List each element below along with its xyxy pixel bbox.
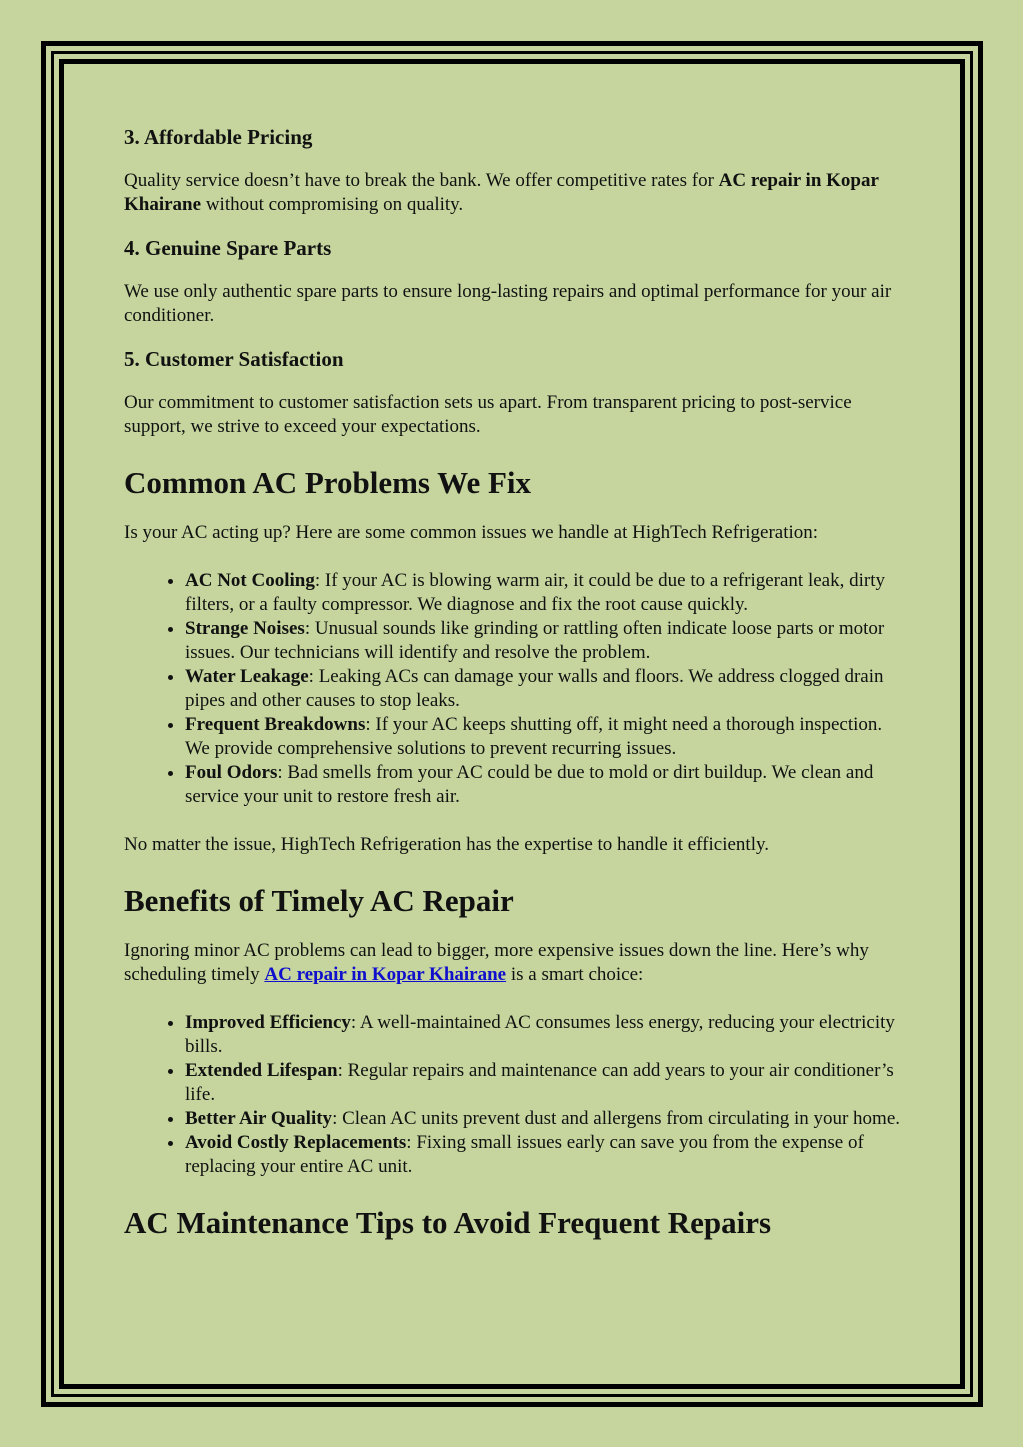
section-heading-common-problems: Common AC Problems We Fix	[124, 465, 532, 500]
ac-repair-link[interactable]: AC repair in Kopar Khairane	[264, 964, 507, 985]
paragraph-text: Ignoring minor AC problems can lead to bigger, more expensive issues down the line. Here’s why scheduling timely	[124, 940, 869, 985]
list-item-term: Strange Noises	[185, 618, 305, 639]
list-item-desc: : Fixing small issues early can save you from the expense of replacing your entire AC unit.	[185, 1132, 864, 1177]
list-item-term: Foul Odors	[185, 762, 278, 783]
list-item	[185, 569, 900, 617]
affordable-pricing-paragraph	[124, 169, 900, 217]
paragraph-text: Quality service doesn’t have to break the bank. We offer competitive rates for	[124, 170, 719, 191]
list-item-term: Avoid Costly Replacements	[185, 1132, 407, 1153]
section-heading-maintenance-tips: AC Maintenance Tips to Avoid Frequent Repairs	[124, 1205, 772, 1240]
list-item-desc: : If your AC keeps shutting off, it might need a thorough inspection. We provide comprehensive solutions to prevent recurring issues.	[185, 714, 883, 759]
genuine-spare-parts-paragraph: We use only authentic spare parts to ensure long-lasting repairs and optimal performance for your air conditioner.	[124, 281, 892, 326]
list-item-desc: : Clean AC units prevent dust and allergens from circulating in your home.	[332, 1108, 901, 1129]
list-item	[185, 665, 900, 713]
list-item	[185, 1107, 900, 1131]
list-item	[185, 617, 900, 665]
list-item-desc: : A well-maintained AC consumes less energy, reducing your electricity bills.	[185, 1012, 895, 1057]
bold-keyword: AC repair in Kopar Khairane	[124, 170, 879, 215]
list-item-term: Water Leakage	[185, 666, 309, 687]
benefits-list	[124, 1011, 900, 1179]
common-problems-list	[124, 569, 900, 809]
list-item-desc: : Bad smells from your AC could be due to mold or dirt buildup. We clean and service your unit to restore fresh air.	[185, 762, 874, 807]
common-problems-intro: Is your AC acting up? Here are some common issues we handle at HighTech Refrigeration:	[124, 522, 819, 543]
list-item-term: AC Not Cooling	[185, 570, 315, 591]
section-heading-benefits: Benefits of Timely AC Repair	[124, 883, 514, 918]
list-item-term: Extended Lifespan	[185, 1060, 338, 1081]
document-content	[124, 120, 900, 1245]
list-item-term: Better Air Quality	[185, 1108, 333, 1129]
list-item-desc: : Leaking ACs can damage your walls and floors. We address clogged drain pipes and other causes to stop leaks.	[185, 666, 884, 711]
paragraph-text: without compromising on quality.	[201, 194, 464, 215]
paragraph-text: is a smart choice:	[506, 964, 644, 985]
list-item-desc: : Unusual sounds like grinding or rattling often indicate loose parts or motor issues. Our technicians will identify and resolve the problem.	[185, 618, 885, 663]
list-item	[185, 761, 900, 809]
list-item	[185, 713, 900, 761]
list-item-desc: : Regular repairs and maintenance can add years to your air conditioner’s life.	[185, 1060, 894, 1105]
list-item-desc: : If your AC is blowing warm air, it could be due to a refrigerant leak, dirty filters, or a faulty compressor. We diagnose and fix the root cause quickly.	[185, 570, 885, 615]
section-heading-genuine-spare-parts: 4. Genuine Spare Parts	[124, 236, 332, 260]
list-item	[185, 1131, 900, 1179]
list-item-term: Frequent Breakdowns	[185, 714, 366, 735]
customer-satisfaction-paragraph: Our commitment to customer satisfaction sets us apart. From transparent pricing to post-service support, we strive to exceed your expectations.	[124, 392, 852, 437]
benefits-intro	[124, 939, 900, 987]
section-heading-customer-satisfaction: 5. Customer Satisfaction	[124, 347, 344, 371]
section-heading-affordable-pricing: 3. Affordable Pricing	[124, 125, 313, 149]
list-item-term: Improved Efficiency	[185, 1012, 351, 1033]
common-problems-outro: No matter the issue, HighTech Refrigeration has the expertise to handle it efficiently.	[124, 834, 769, 855]
list-item	[185, 1011, 900, 1059]
list-item	[185, 1059, 900, 1107]
